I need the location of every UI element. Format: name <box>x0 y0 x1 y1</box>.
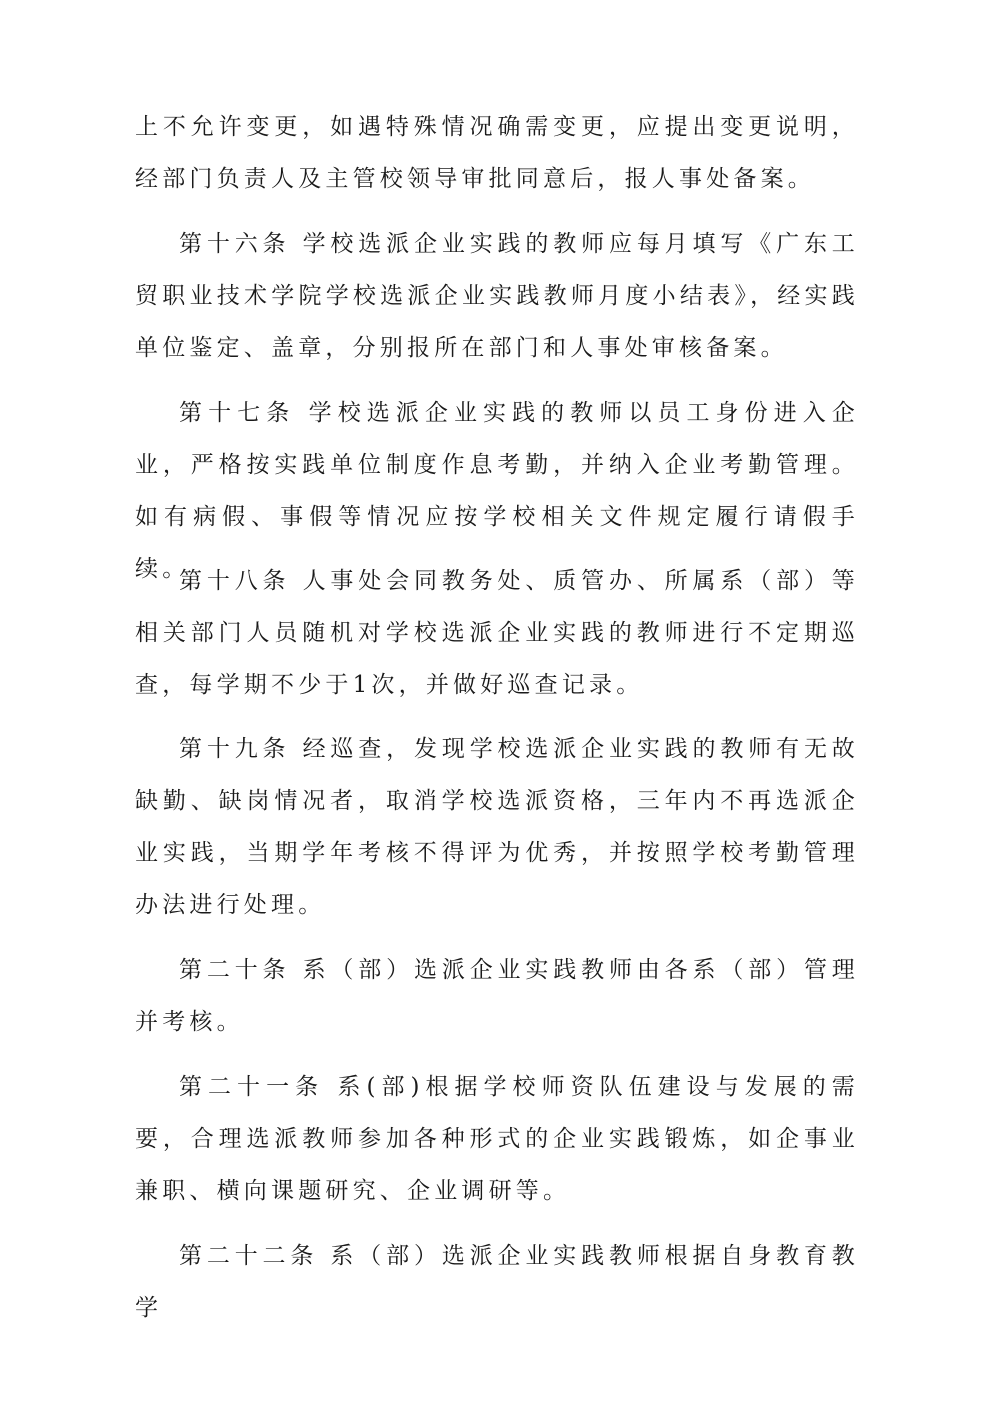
paragraph-article-19: 第十九条 经巡查，发现学校选派企业实践的教师有无故缺勤、缺岗情况者，取消学校选派资格，三年内不再选派企业实践，当期学年考核不得评为优秀，并按照学校考勤管理办法进行处理。 <box>135 736 859 918</box>
paragraph-article-21: 第二十一条 系(部)根据学校师资队伍建设与发展的需要，合理选派教师参加各种形式的企业实践锻炼，如企事业兼职、横向课题研究、企业调研等。 <box>135 1074 859 1204</box>
paragraph-article-22: 第二十二条 系（部）选派企业实践教师根据自身教育教学 <box>135 1243 859 1321</box>
paragraph-article-20: 第二十条 系（部）选派企业实践教师由各系（部）管理并考核。 <box>135 957 859 1035</box>
paragraph-article-18: 第十八条 人事处会同教务处、质管办、所属系（部）等相关部门人员随机对学校选派企业实践的教师进行不定期巡查，每学期不少于1次，并做好巡查记录。 <box>135 568 859 698</box>
paragraph-continuation: 上不允许变更，如遇特殊情况确需变更，应提出变更说明，经部门负责人及主管校领导审批同意后，报人事处备案。 <box>135 114 859 192</box>
paragraph-article-17: 第十七条 学校选派企业实践的教师以员工身份进入企业，严格按实践单位制度作息考勤，并纳入企业考勤管理。如有病假、事假等情况应按学校相关文件规定履行请假手续。 <box>135 400 859 582</box>
paragraph-article-16: 第十六条 学校选派企业实践的教师应每月填写《广东工贸职业技术学院学校选派企业实践教师月度小结表》，经实践单位鉴定、盖章，分别报所在部门和人事处审核备案。 <box>135 231 859 361</box>
